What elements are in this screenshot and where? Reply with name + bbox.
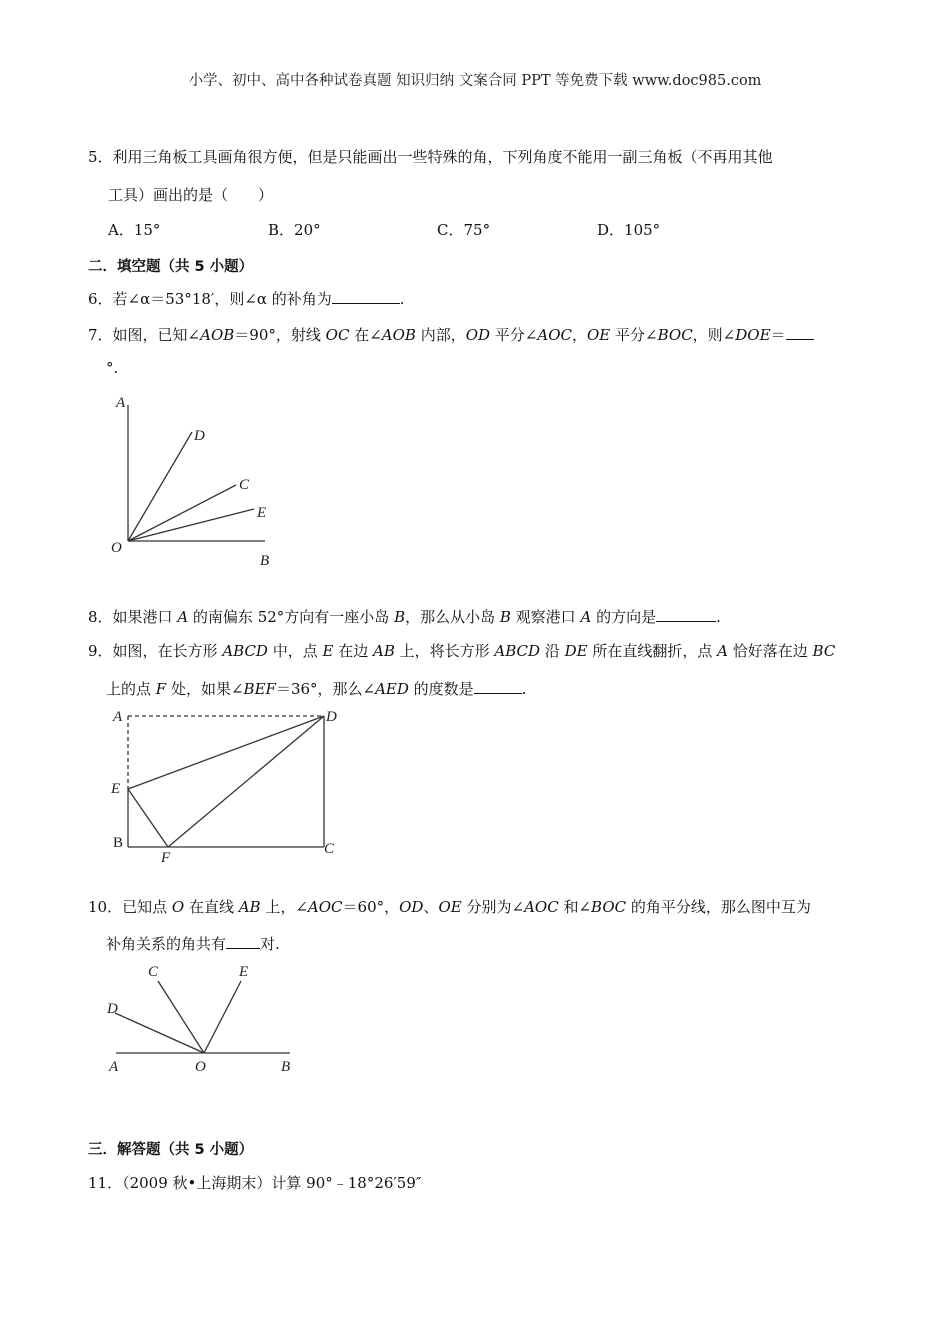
label-b: B: [260, 553, 270, 569]
label-o: O: [111, 540, 122, 556]
label-c: C: [239, 477, 250, 493]
q11-text: 11．（2009 秋•上海期末）计算 90°﹣18°26′59″: [88, 1174, 422, 1192]
label-f: F: [161, 850, 171, 866]
figure-q9: [100, 700, 350, 870]
q10-line1: 10．已知点 O 在直线 AB 上，∠AOC＝60°，OD、OE 分别为∠AOC 和∠BOC 的角平分线，那么图中互为: [88, 898, 811, 916]
q6-answer-blank: [332, 289, 400, 304]
q5-option-b: B．20°: [268, 221, 321, 239]
figure-q7: [100, 388, 290, 578]
label-e: E: [257, 505, 267, 521]
label-a: A: [113, 709, 123, 725]
q5-option-a: A．15°: [108, 221, 161, 239]
q6-text: 6．若∠α＝53°18′，则∠α 的补角为 .: [88, 290, 405, 308]
label-o: O: [195, 1059, 206, 1075]
segment-fd: [168, 716, 324, 847]
q5-option-c: C．75°: [437, 221, 491, 239]
figure-q10: [100, 955, 300, 1080]
fold-ed: [128, 716, 324, 789]
q7-line2: °.: [106, 359, 119, 377]
label-c: C: [148, 964, 159, 980]
q10-line2: 补角关系的角共有 对.: [106, 935, 280, 953]
q9-line1: 9．如图，在长方形 ABCD 中，点 E 在边 AB 上，将长方形 ABCD 沿 DE 所在直线翻折，点 A 恰好落在边 BC: [88, 642, 836, 660]
q9-answer-blank: [474, 679, 522, 694]
ray-oe: [204, 981, 241, 1053]
q5-line1: 5．利用三角板工具画角很方便，但是只能画出一些特殊的角，下列角度不能用一副三角板（不再用其他: [88, 148, 773, 166]
q5-line2: 工具）画出的是（ ）: [108, 186, 274, 204]
label-e: E: [111, 781, 121, 797]
q7-answer-blank: [786, 325, 814, 340]
section-2-heading: 二．填空题（共 5 小题）: [88, 259, 254, 275]
label-d: D: [107, 1001, 118, 1017]
page-header: 小学、初中、高中各种试卷真题 知识归纳 文案合同 PPT 等免费下载 www.doc985.com: [188, 73, 762, 89]
label-c: C: [324, 841, 335, 857]
label-b: B: [281, 1059, 291, 1075]
label-a: A: [109, 1059, 119, 1075]
label-e: E: [239, 964, 249, 980]
label-d: D: [326, 709, 337, 725]
ray-oe: [128, 509, 254, 541]
q8-answer-blank: [656, 607, 716, 622]
label-d: D: [194, 428, 205, 444]
segment-ef: [128, 789, 168, 847]
q9-line2: 上的点 F 处，如果∠BEF＝36°，那么∠AED 的度数是 .: [106, 680, 527, 698]
label-a: A: [116, 395, 126, 411]
q7-line1: 7．如图，已知∠AOB＝90°，射线 OC 在∠AOB 内部，OD 平分∠AOC，OE 平分∠BOC，则∠DOE＝: [88, 324, 814, 345]
q10-answer-blank: [226, 934, 260, 949]
q8-text: 8．如果港口 A 的南偏东 52°方向有一座小岛 B，那么从小岛 B 观察港口 A 的方向是 .: [88, 608, 721, 626]
label-b: B: [113, 835, 124, 851]
section-3-heading: 三．解答题（共 5 小题）: [88, 1142, 254, 1158]
q5-option-d: D．105°: [597, 221, 661, 239]
